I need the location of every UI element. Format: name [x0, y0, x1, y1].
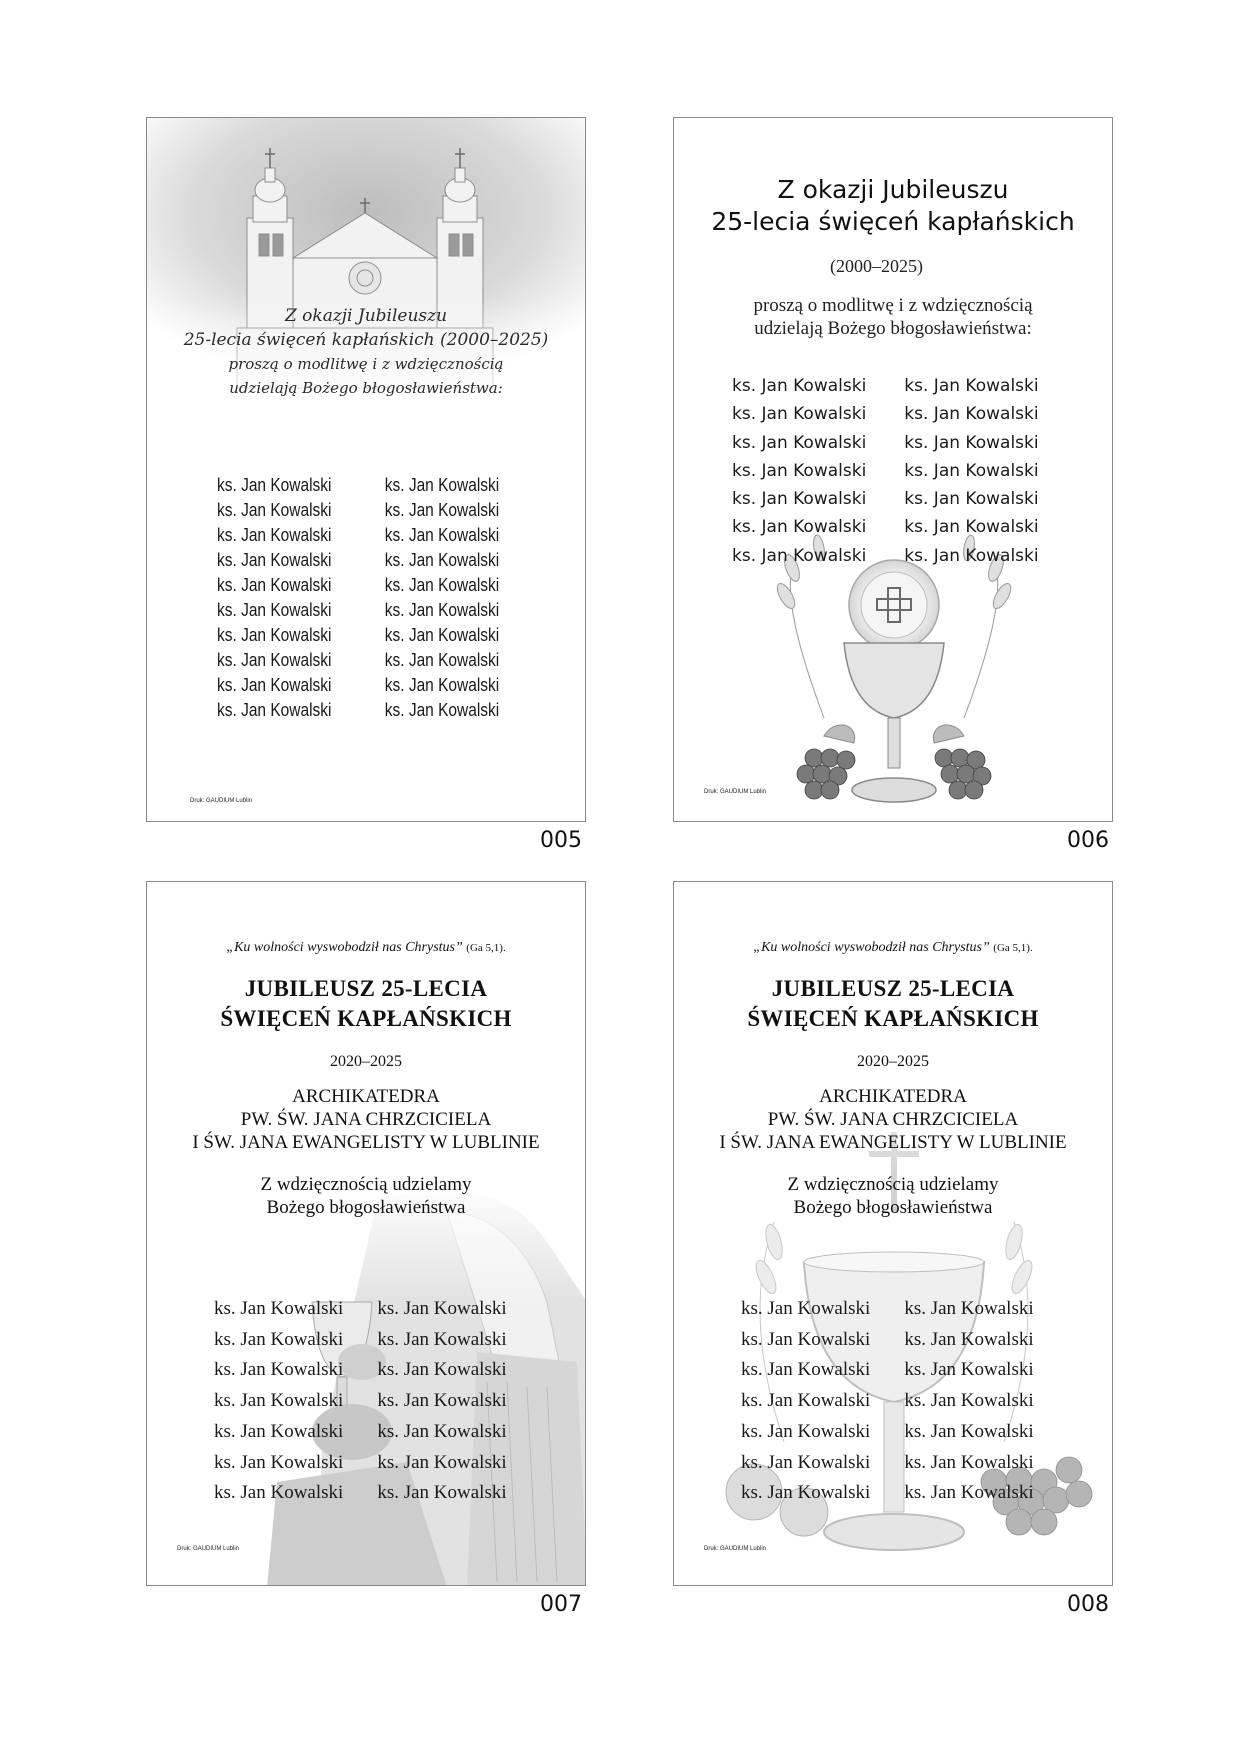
name-item: ks. Jan Kowalski [904, 545, 1039, 566]
card-008[interactable] [673, 881, 1113, 1586]
name-item: ks. Jan Kowalski [384, 650, 500, 670]
intro-line-2: 25-lecia święceń kapłańskich (2000–2025) [183, 330, 549, 350]
church-line-3: I ŚW. JANA EWANGELISTY W LUBLINIE [192, 1132, 540, 1153]
name-item: ks. Jan Kowalski [904, 1328, 1034, 1350]
name-item: ks. Jan Kowalski [904, 1298, 1034, 1319]
title-line-2: ŚWIĘCEŃ KAPŁAŃSKICH [220, 1006, 512, 1031]
name-item: ks. Jan Kowalski [377, 1298, 507, 1319]
intro-line-4: udzielają Bożego błogosławieństwa: [229, 379, 503, 397]
quote-reference: (Ga 5,1). [993, 942, 1033, 954]
blessing-line-2: Bożego błogosławieństwa [793, 1197, 993, 1218]
name-item: ks. Jan Kowalski [377, 1359, 507, 1381]
blessing-line-1: Z wdzięcznością udzielamy [260, 1174, 472, 1195]
name-item: ks. Jan Kowalski [217, 600, 332, 620]
name-item: ks. Jan Kowalski [217, 625, 332, 645]
title-line-2: 25-lecia święceń kapłańskich [711, 207, 1075, 236]
name-item: ks. Jan Kowalski [732, 489, 867, 510]
name-item: ks. Jan Kowalski [384, 525, 500, 545]
quote-text: „Ku wolności wyswobodził nas Chrystus” [753, 940, 990, 955]
card-005[interactable] [146, 117, 586, 822]
name-item: ks. Jan Kowalski [384, 475, 500, 495]
names-list [217, 473, 499, 723]
name-item: ks. Jan Kowalski [732, 404, 867, 425]
name-item: ks. Jan Kowalski [904, 1451, 1034, 1473]
card-code: 007 [540, 1592, 582, 1617]
name-item: ks. Jan Kowalski [732, 545, 867, 566]
card-007[interactable] [146, 881, 586, 1586]
names-column-left [217, 473, 331, 723]
name-item: ks. Jan Kowalski [741, 1359, 871, 1381]
name-item: ks. Jan Kowalski [741, 1451, 871, 1473]
name-item: ks. Jan Kowalski [217, 575, 332, 595]
name-item: ks. Jan Kowalski [214, 1328, 344, 1350]
name-item: ks. Jan Kowalski [732, 432, 867, 453]
printer-note: Druk: GAUDIUM Lublin [704, 1546, 767, 1552]
name-item: ks. Jan Kowalski [384, 500, 500, 520]
name-item: ks. Jan Kowalski [904, 1420, 1034, 1442]
name-item: ks. Jan Kowalski [732, 460, 867, 481]
request-line-2: udzielają Bożego błogosławieństwa: [754, 318, 1032, 339]
printer-note: Druk: GAUDIUM Lublin [704, 789, 767, 795]
name-item: ks. Jan Kowalski [904, 1482, 1034, 1504]
name-item: ks. Jan Kowalski [214, 1359, 344, 1381]
name-item: ks. Jan Kowalski [214, 1420, 344, 1442]
name-item: ks. Jan Kowalski [384, 700, 500, 720]
name-item: ks. Jan Kowalski [217, 500, 332, 520]
church-line-1: ARCHIKATEDRA [292, 1086, 440, 1107]
name-item: ks. Jan Kowalski [904, 517, 1039, 538]
names-column-right [904, 1294, 1033, 1509]
church-line-2: PW. ŚW. JANA CHRZCICIELA [240, 1109, 492, 1130]
intro-line-1: Z okazji Jubileuszu [284, 306, 448, 326]
quote-text: „Ku wolności wyswobodził nas Chrystus” [226, 940, 463, 955]
name-item: ks. Jan Kowalski [741, 1482, 871, 1504]
quote-reference: (Ga 5,1). [466, 942, 506, 954]
name-item: ks. Jan Kowalski [377, 1451, 507, 1473]
names-column-left [732, 372, 866, 570]
request-line-1: proszą o modlitwę i z wdzięcznością [753, 295, 1033, 316]
printer-note: Druk: GAUDIUM Lublin [177, 1546, 240, 1552]
name-item: ks. Jan Kowalski [904, 376, 1039, 396]
years: 2020–2025 [857, 1053, 929, 1070]
name-item: ks. Jan Kowalski [384, 675, 500, 695]
church-line-2: PW. ŚW. JANA CHRZCICIELA [767, 1109, 1019, 1130]
name-item: ks. Jan Kowalski [741, 1298, 871, 1319]
name-item: ks. Jan Kowalski [904, 1390, 1034, 1412]
name-item: ks. Jan Kowalski [384, 600, 500, 620]
names-list [732, 372, 1039, 570]
scripture-quote [147, 940, 585, 956]
name-item: ks. Jan Kowalski [904, 1359, 1034, 1381]
church-line-3: I ŚW. JANA EWANGELISTY W LUBLINIE [719, 1132, 1067, 1153]
names-list [214, 1294, 507, 1509]
card-code: 006 [1067, 828, 1109, 853]
years: (2000–2025) [830, 256, 923, 276]
names-column-left [741, 1294, 870, 1509]
name-item: ks. Jan Kowalski [384, 625, 500, 645]
name-item: ks. Jan Kowalski [217, 675, 332, 695]
printer-note: Druk: GAUDIUM Lublin [190, 798, 253, 804]
title-line-1: JUBILEUSZ 25-LECIA [244, 976, 488, 1001]
name-item: ks. Jan Kowalski [217, 475, 332, 495]
name-item: ks. Jan Kowalski [732, 517, 867, 538]
name-item: ks. Jan Kowalski [217, 700, 332, 720]
card-006[interactable] [673, 117, 1113, 822]
name-item: ks. Jan Kowalski [904, 432, 1039, 453]
name-item: ks. Jan Kowalski [214, 1451, 344, 1473]
name-item: ks. Jan Kowalski [904, 404, 1039, 425]
blessing-line-1: Z wdzięcznością udzielamy [787, 1174, 999, 1195]
name-item: ks. Jan Kowalski [217, 550, 332, 570]
names-column-right [377, 1294, 506, 1509]
name-item: ks. Jan Kowalski [377, 1482, 507, 1504]
name-item: ks. Jan Kowalski [377, 1390, 507, 1412]
name-item: ks. Jan Kowalski [741, 1328, 871, 1350]
name-item: ks. Jan Kowalski [904, 460, 1039, 481]
name-item: ks. Jan Kowalski [904, 489, 1039, 510]
name-item: ks. Jan Kowalski [217, 525, 332, 545]
names-column-right [385, 473, 499, 723]
title-line-1: Z okazji Jubileuszu [777, 175, 1009, 204]
years: 2020–2025 [330, 1053, 402, 1070]
scripture-quote [674, 940, 1112, 956]
names-list [741, 1294, 1034, 1509]
intro-line-3: proszą o modlitwę i z wdzięcznością [228, 355, 504, 373]
church-line-1: ARCHIKATEDRA [819, 1086, 967, 1107]
card-code: 005 [540, 828, 582, 853]
name-item: ks. Jan Kowalski [384, 550, 500, 570]
card-code: 008 [1067, 1592, 1109, 1617]
name-item: ks. Jan Kowalski [384, 575, 500, 595]
name-item: ks. Jan Kowalski [741, 1390, 871, 1412]
name-item: ks. Jan Kowalski [217, 650, 332, 670]
title-line-2: ŚWIĘCEŃ KAPŁAŃSKICH [747, 1006, 1039, 1031]
title-line-1: JUBILEUSZ 25-LECIA [771, 976, 1015, 1001]
names-column-left [214, 1294, 343, 1509]
names-column-right [904, 372, 1038, 570]
name-item: ks. Jan Kowalski [741, 1420, 871, 1442]
name-item: ks. Jan Kowalski [214, 1298, 344, 1319]
name-item: ks. Jan Kowalski [214, 1482, 344, 1504]
blessing-line-2: Bożego błogosławieństwa [266, 1197, 466, 1218]
name-item: ks. Jan Kowalski [214, 1390, 344, 1412]
name-item: ks. Jan Kowalski [732, 376, 867, 396]
name-item: ks. Jan Kowalski [377, 1328, 507, 1350]
name-item: ks. Jan Kowalski [377, 1420, 507, 1442]
